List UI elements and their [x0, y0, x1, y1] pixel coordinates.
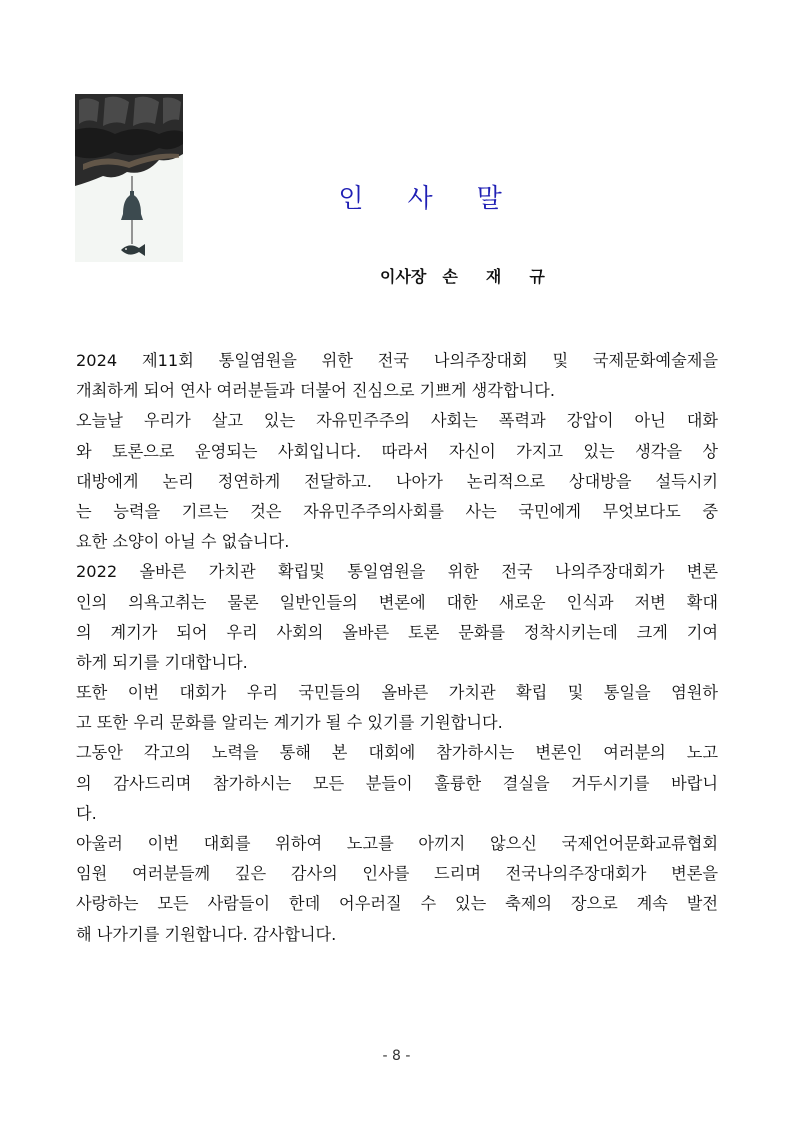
text-line: 고 또한 우리 문화를 알리는 계기가 될 수 있기를 기원합니다.: [76, 713, 503, 733]
text-line: 개최하게 되어 연사 여러분들과 더불어 진심으로 기쁘게 생각합니다.: [76, 381, 556, 401]
author-name-part: 규: [529, 266, 545, 286]
text-line: 또한 이번 대회가 우리 국민들의 올바른 가치관 확립 및 통일을 염원하: [76, 683, 718, 703]
text-line: 와 토론으로 운영되는 사회입니다. 따라서 자신이 가지고 있는 생각을 상: [76, 441, 718, 461]
title-char: 인: [338, 183, 364, 214]
text-line: 2024 제11회 통일염원을 위한 전국 나의주장대회 및 국제문화예술제을: [76, 351, 718, 370]
text-line: 해 나가기를 기원합니다. 감사합니다.: [76, 924, 337, 944]
text-line: 그동안 각고의 노력을 통해 본 대회에 참가하시는 변론인 여러분의 노고: [76, 743, 718, 763]
text-line: 오늘날 우리가 살고 있는 자유민주주의 사회는 폭력과 강압이 아닌 대화: [76, 411, 718, 431]
text-line: 인의 의욕고취는 물론 일반인들의 변론에 대한 새로운 인식과 저변 확대: [76, 592, 718, 612]
text-line: 대방에게 논리 정연하게 전달하고. 나아가 논리적으로 상대방을 설득시키: [76, 471, 718, 491]
text-line: 하게 되기를 기대합니다.: [76, 652, 248, 672]
author-name-part: 재: [485, 266, 502, 286]
greeting-body: [76, 346, 718, 950]
text-line: 아울러 이번 대회를 위하여 노고를 아끼지 않으신 국제언어문화교류협회: [76, 834, 718, 853]
author-signature: [380, 262, 600, 288]
page-number: - 8 -: [382, 1048, 411, 1064]
text-line: 다.: [76, 803, 97, 823]
text-line: 는 능력을 기르는 것은 자유민주주의사회를 사는 국민에게 무엇보다도 중: [76, 501, 718, 521]
author-role: 이사장: [380, 266, 427, 286]
text-line: 의 감사드리며 참가하시는 모든 분들이 훌륭한 결실을 거두시기를 바랍니: [76, 773, 718, 793]
author-name-part: 손: [442, 266, 458, 286]
text-line: 사랑하는 모든 사람들이 한데 어우러질 수 있는 축제의 장으로 계속 발전: [76, 894, 718, 914]
title-char: 사: [407, 183, 433, 214]
text-line: 임원 여러분들께 깊은 감사의 인사를 드리며 전국나의주장대회가 변론을: [76, 864, 718, 884]
title-char: 말: [476, 183, 502, 214]
eave-bell-illustration: [75, 94, 183, 262]
text-line: 요한 소양이 아닐 수 없습니다.: [76, 532, 290, 552]
text-line: 의 계기가 되어 우리 사회의 올바른 토론 문화를 정착시키는데 크게 기여: [76, 622, 718, 642]
page-title: [300, 176, 540, 216]
text-line: 2022 올바른 가치관 확립및 통일염원을 위한 전국 나의주장대회가 변론: [76, 562, 718, 582]
